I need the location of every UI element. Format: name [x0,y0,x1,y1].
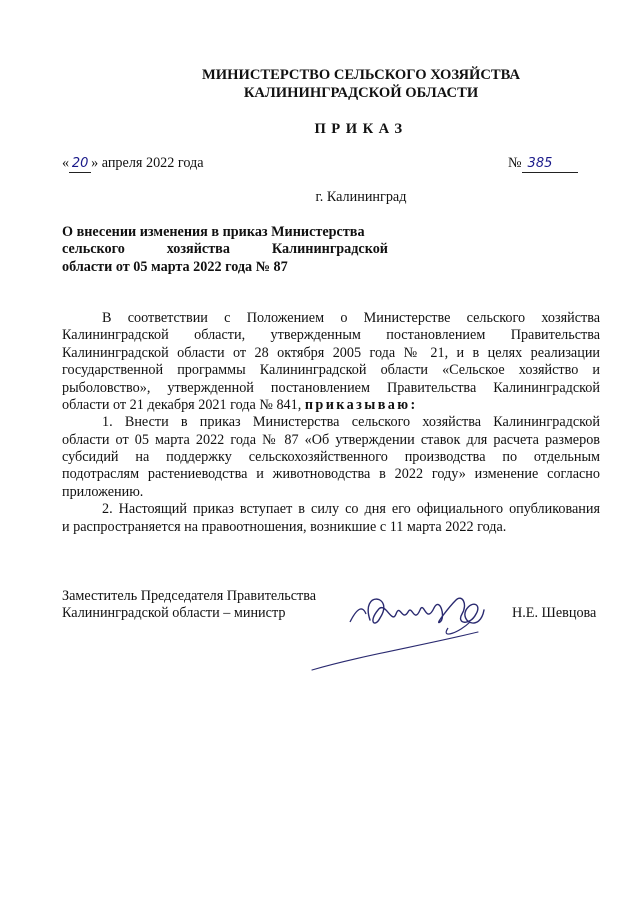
org-name-line2: КАЛИНИНГРАДСКОЙ ОБЛАСТИ [243,85,479,101]
item1-line4: подотраслям растениеводства и животноводства в 2022 году» изменение согласно [62,466,600,482]
date-open-quote: « [62,155,70,171]
body-p1-line1: В соответствии с Положением о Министерстве сельского хозяйства [102,310,600,326]
document-type-title: ПРИКАЗ [314,121,408,137]
signer-name: Н.Е. Шевцова [512,605,597,621]
number-value-handwritten: 385 [527,156,553,171]
body-p1-line3: Калининградской области от 28 октября 2005 года № 21, и в целях реализации [62,345,600,361]
body-p1-line6: области от 21 декабря 2021 года № 841, приказываю: [62,397,418,413]
item1-line1: 1. Внести в приказ Министерства сельского хозяйства Калининградской [102,414,600,430]
order-word: приказываю: [304,397,418,413]
date-day-handwritten: 20 [71,156,89,171]
subject-line3: области от 05 марта 2022 года № 87 [62,258,288,275]
item1-line5: приложению. [62,484,144,500]
subject-line1: О внесении изменения в приказ Министерства [62,224,365,240]
body-p1-line4: государственной программы Калининградской области «Сельское хозяйство и [62,362,600,378]
body-p1-line5: рыболовство», утвержденной постановлением Правительства Калининградской [62,380,600,396]
signer-position-line2: Калининградской области – министр [62,605,286,621]
number-label: № [508,155,522,171]
item2-line2: и распространяется на правоотношения, возникшие с 11 марта 2022 года. [62,519,507,535]
item2-line1: 2. Настоящий приказ вступает в силу со дня его официального опубликования [102,501,600,517]
document-date [62,155,204,173]
item1-line3: субсидий на поддержку сельскохозяйственного производства по отдельным [62,449,600,465]
subject-line2: сельского хозяйства Калининградской [62,241,388,258]
handwritten-signature [300,570,500,680]
org-name-line1: МИНИСТЕРСТВО СЕЛЬСКОГО ХОЗЯЙСТВА [201,67,521,83]
signer-position-line1: Заместитель Председателя Правительства [62,588,317,604]
item1-line2: области от 05 марта 2022 года № 87 «Об утверждении ставок для расчета размеров [62,432,600,448]
date-rest: » апреля 2022 года [91,155,204,171]
document-number [508,155,578,173]
document-city: г. Калининград [315,189,407,205]
body-p1-line2: Калининградской области, утвержденным постановлением Правительства [62,327,600,343]
document-subject [62,224,388,276]
